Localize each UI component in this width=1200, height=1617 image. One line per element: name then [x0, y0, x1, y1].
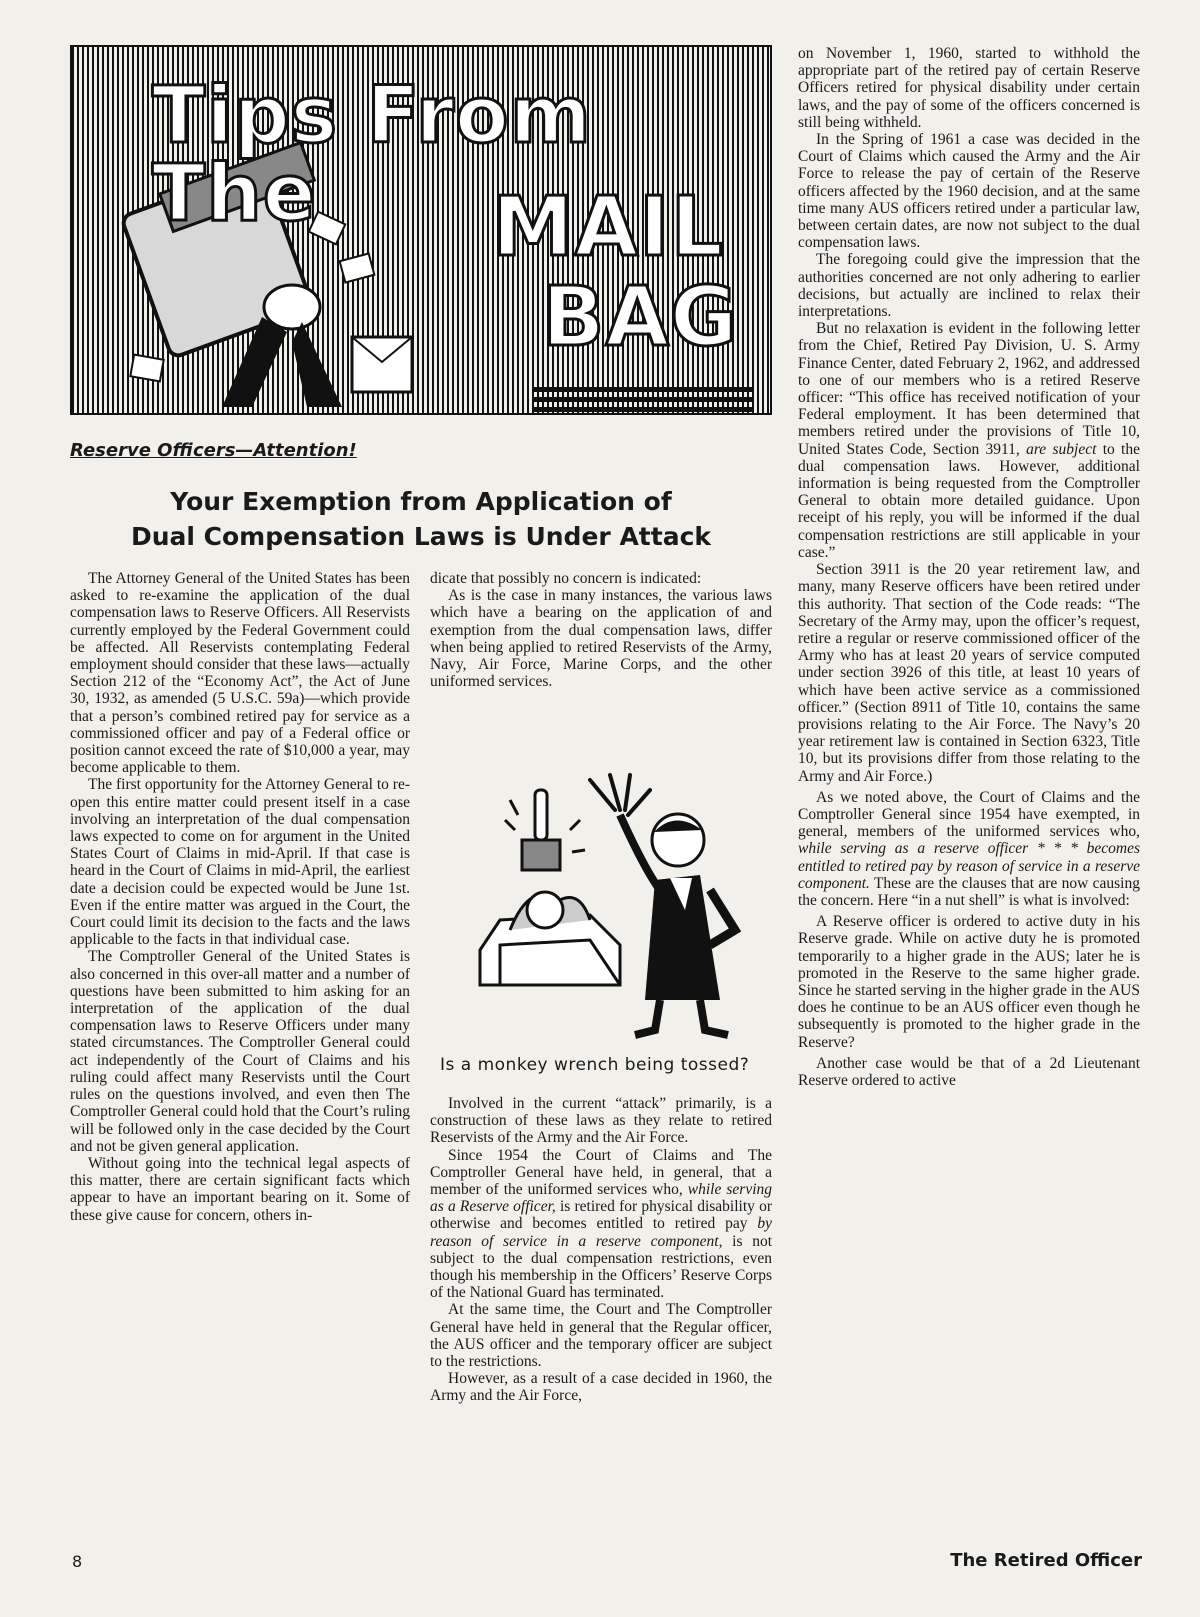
italic-text-run: by reason of service in a reserve component,: [430, 1215, 772, 1250]
paragraph: A Reserve officer is ordered to active duty in his Reserve grade. While on active duty he is promoted temporarily to a higher grade in the AUS; later he is promoted in the Reserve to the same higher grade. Since he started serving in the higher grade in the AUS does he continue to be an AUS officer even though he subsequently is promoted to the higher grade in the Reserve?: [798, 913, 1140, 1051]
italic-text-run: while serving as a Reserve officer,: [430, 1181, 773, 1216]
banner-title-line2: MAIL: [492, 180, 724, 275]
article-column-3: [798, 45, 1140, 1089]
text-run: is retired for physical disability or otherwise and becomes entitled to retired pay: [430, 1198, 772, 1233]
page-number: 8: [72, 1552, 83, 1571]
section-kicker: Reserve Officers—Attention!: [70, 440, 357, 461]
paragraph: However, as a result of a case decided in 1960, the Army and the Air Force,: [430, 1370, 772, 1405]
headline-line1: Your Exemption from Application of: [170, 487, 672, 516]
paragraph: Without going into the technical legal aspects of this matter, there are certain significant facts which appear to have an important bearing on it. Some of these give cause for concern, others in-: [70, 1154, 410, 1224]
text-run: But no relaxation is evident in the following letter from the Chief, Retired Pay Division, U. S. Army Finance Center, dated February 2, 1962, and addressed to one of our members who is a retired Reserve officer: “This office has received notification of your Federal employment. It has been determined that members retired under the provisions of Title 10, United States Code, Section 3911,: [798, 320, 1140, 458]
mail-bag-banner: [70, 45, 772, 415]
italic-text-run: are subject: [1026, 440, 1097, 458]
paragraph: As is the case in many instances, the various laws which have a bearing on the application of and exemption from the dual compensation laws, differ when being applied to retired Reservists of the Army, Navy, Air Force, Marine Corps, and the other uniformed services.: [430, 587, 772, 691]
italic-text-run: while serving as a reserve officer * * * becomes entitled to retired pay by reason of service in a reserve component.: [798, 840, 1140, 892]
text-run: to the dual compensation laws. However, additional information is being requested from the Comptroller General to obtain more detailed guidance. Upon receipt of his reply, you will be informed if the dual compensation restrictions are still applicable in your case.”: [798, 440, 1140, 561]
monkey-wrench-cartoon: [470, 770, 770, 1050]
paragraph: dicate that possibly no concern is indicated:: [430, 570, 702, 587]
paragraph: In the Spring of 1961 a case was decided in the Court of Claims which caused the Army and the Air Force to release the pay of certain of the Reserve officers affected by the 1960 decision, and at the same time many AUS officers retired under a particular law, between certain dates, are now not subject to the dual compensation laws.: [798, 131, 1140, 252]
paragraph: The Attorney General of the United States has been asked to re-examine the application of the dual compensation laws to Reserve Officers. All Reservists currently employed by the Federal Government could be affected. All Reservists contemplating Federal employment should consider that these laws—actually Section 212 of the “Economy Act”, the Act of June 30, 1932, as amended (5 U.S.C. 59a)—which provide that a person’s combined retired pay for service as a commissioned officer and pay of a Federal office or position cannot exceed the rate of $10,000 a year, may become applicable to them.: [70, 570, 410, 777]
paragraph: Involved in the current “attack” primarily, is a construction of these laws as they relate to retired Reservists of the Army and the Air Force.: [430, 1095, 772, 1147]
paragraph: At the same time, the Court and The Comptroller General have held in general that the Regular officer, the AUS officer and the temporary officer are subject to the restrictions.: [430, 1301, 772, 1371]
magazine-name: The Retired Officer: [950, 1550, 1142, 1571]
paragraph: [430, 1147, 772, 1302]
paragraph: Section 3911 is the 20 year retirement law, and many, many Reserve officers have been retired under this authority. That section of the Code reads: “The Secretary of the Army may, upon the officer’s request, retire a regular or reserve commissioned officer of the Army who has at least 20 years of service computed under section 3926 of this title, at least 10 years of which have been active service as a commissioned officer.” (Section 8911 of Title 10, contains the same provisions relating to the Air Force. The Navy’s 20 year retirement law is contained in Section 6323, Title 10, but its provisions differ from those relating to the Army and Air Force.): [798, 561, 1140, 785]
paragraph: The foregoing could give the impression that the authorities concerned are not only adhering to earlier decisions, but actually are inclined to relax their interpretations.: [798, 251, 1140, 321]
headline-line2: Dual Compensation Laws is Under Attack: [130, 522, 712, 551]
text-run: is not subject to the dual compensation restrictions, even though his membership in the Officers’ Reserve Corps of the National Guard has terminated.: [430, 1232, 773, 1302]
article-column-1: [70, 570, 410, 1224]
article-column-2-bottom: [430, 1095, 772, 1405]
paragraph: [798, 320, 1140, 561]
paragraph: Another case would be that of a 2d Lieutenant Reserve ordered to active: [798, 1054, 1140, 1089]
text-run: Since 1954 the Court of Claims and The Comptroller General have held, in general, that a member of the uniformed services who,: [430, 1146, 772, 1199]
paragraph: The first opportunity for the Attorney General to re-open this entire matter could present itself in a case involving an interpretation of the dual compensation laws expected to come on for argument in the United States Court of Claims in mid-April. If that case is heard in the Court of Claims in mid-April, the earliest date a decision could be expected would be June 1st. Even if the entire matter was argued in the Court, the Court could limit its decision to the facts and the laws applicable to the facts in that individual case.: [70, 776, 410, 949]
banner-rules: [532, 387, 752, 415]
article-headline: [70, 484, 772, 554]
paragraph: The Comptroller General of the United States is also concerned in this over-all matter and a number of questions have been submitted to him asking for an interpretation of the application of the dual compensation laws to Reserve Officers under many stated circumstances. The Comptroller General could act independently of the Court of Claims and his ruling could affect many Reservists until the Court rules on the questions involved, and even then The Comptroller General could hold that the Court’s ruling will be followed only in the case decided by the Court and not be given general application.: [70, 948, 410, 1155]
cartoon-caption: Is a monkey wrench being tossed?: [440, 1055, 750, 1075]
paragraph: on November 1, 1960, started to withhold the appropriate part of the retired pay of certain Reserve Officers retired for physical disability under certain laws, and the pay of some of the officers concerned is still being withheld.: [798, 45, 1140, 131]
paragraph: [798, 789, 1140, 909]
text-run: As we noted above, the Court of Claims and the Comptroller General since 1954 have exempted, in general, members of the uniformed services who,: [798, 788, 1140, 841]
article-column-2-top: [430, 570, 772, 690]
text-run: These are the clauses that are now causing the concern. Here “in a nut shell” is what is involved:: [798, 874, 1140, 909]
banner-title-line3: BAG: [542, 270, 739, 365]
banner-title-line1: Tips From The: [152, 71, 592, 239]
